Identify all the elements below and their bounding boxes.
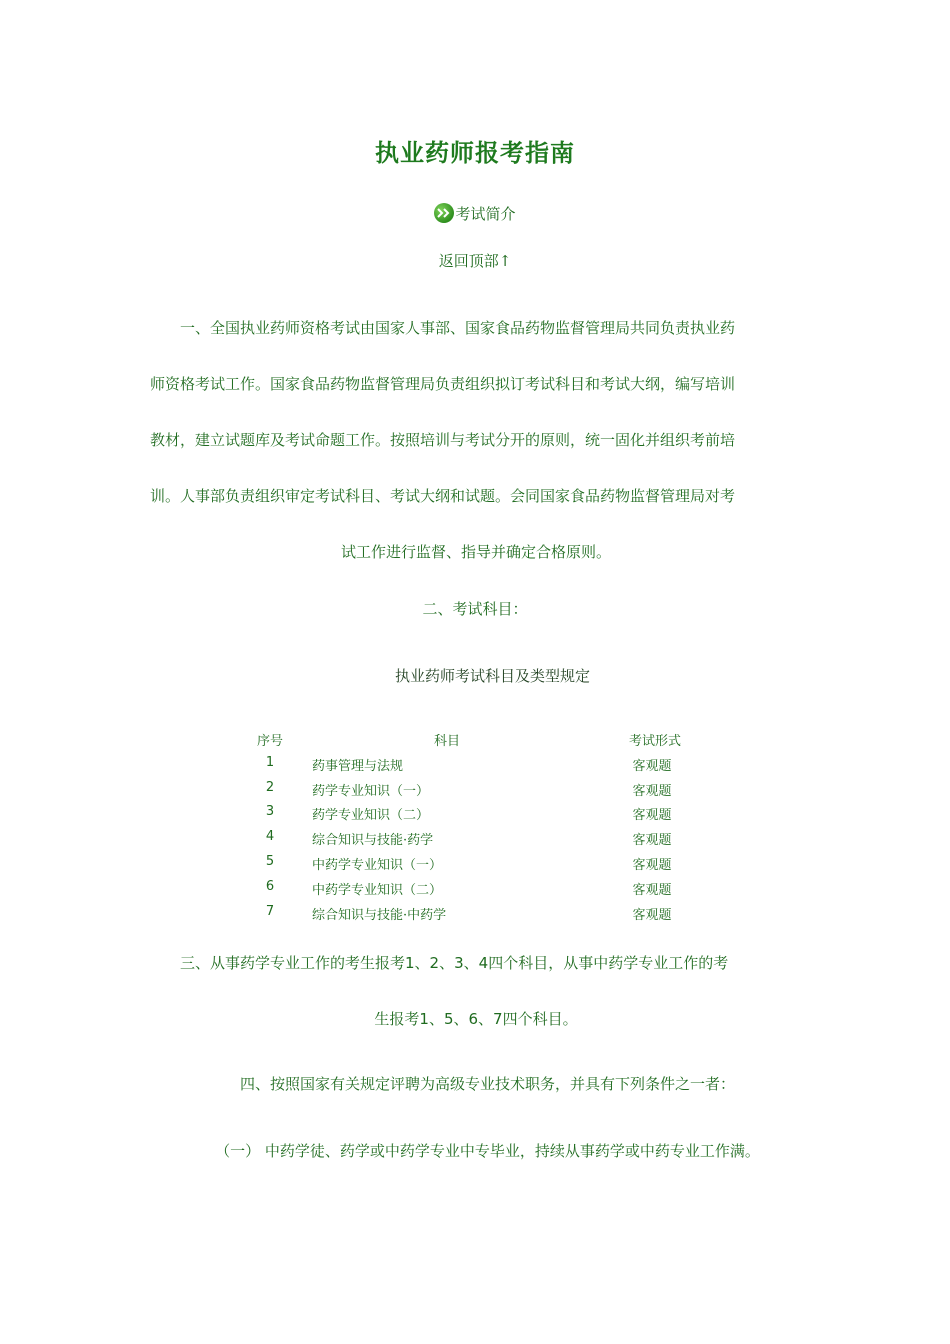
table-title: 执业药师考试科目及类型规定 bbox=[394, 667, 590, 685]
table-header-row bbox=[240, 730, 720, 755]
row-index: 7 bbox=[265, 903, 275, 919]
subject-numbers: 1、5、6、7 bbox=[419, 1010, 503, 1028]
row-exam-type: 客观题 bbox=[632, 783, 672, 799]
section-2-heading: 二、考试科目： bbox=[422, 600, 528, 618]
row-subject: 药事管理与法规 bbox=[312, 758, 404, 774]
text-segment: 四个科目，从事中药学专业工作的考 bbox=[488, 954, 729, 972]
header-subject: 科目 bbox=[433, 734, 460, 749]
table-row bbox=[240, 804, 720, 829]
page-title: 执业药师报考指南 bbox=[375, 139, 575, 167]
row-subject: 综合知识与技能·药学 bbox=[312, 833, 434, 849]
section-1-paragraph bbox=[150, 300, 802, 580]
back-to-top-link[interactable]: 返回顶部↑ bbox=[438, 252, 512, 270]
paragraph-line: 师资格考试工作。国家食品药物监督管理局负责组织拟订考试科目和考试大纲，编写培训 bbox=[150, 375, 736, 393]
exam-intro-link[interactable] bbox=[0, 203, 950, 224]
row-exam-type: 客观题 bbox=[632, 882, 672, 898]
row-index: 6 bbox=[265, 878, 275, 894]
row-exam-type: 客观题 bbox=[632, 758, 672, 774]
double-arrow-icon bbox=[434, 203, 454, 223]
section-3-paragraph bbox=[150, 935, 802, 1047]
row-exam-type: 客观题 bbox=[632, 833, 672, 849]
header-exam-type: 考试形式 bbox=[628, 734, 681, 749]
text-segment: 三、从事药学专业工作的考生报考 bbox=[180, 954, 406, 972]
paragraph-line: 一、全国执业药师资格考试由国家人事部、国家食品药物监督管理局共同负责执业药 bbox=[180, 319, 736, 337]
subject-numbers: 1、2、3、4 bbox=[405, 954, 489, 972]
table-row bbox=[240, 829, 720, 854]
text-segment: 四个科目。 bbox=[502, 1010, 578, 1028]
row-index: 4 bbox=[265, 829, 275, 845]
row-exam-type: 客观题 bbox=[632, 808, 672, 824]
table-row bbox=[240, 755, 720, 780]
row-subject: 综合知识与技能·中药学 bbox=[312, 907, 447, 923]
row-index: 2 bbox=[265, 779, 275, 795]
table-row bbox=[240, 854, 720, 879]
paragraph-line: 试工作进行监督、指导并确定合格原则。 bbox=[340, 543, 611, 561]
section-4-item-1: （一） 中药学徒、药学或中药学专业中专毕业，持续从事药学或中药专业工作满。 bbox=[215, 1142, 760, 1160]
paragraph-line: 训。人事部负责组织审定考试科目、考试大纲和试题。会同国家食品药物监督管理局对考 bbox=[150, 487, 736, 505]
table-row bbox=[240, 904, 720, 929]
table-row bbox=[240, 879, 720, 904]
exam-intro-label: 考试简介 bbox=[455, 205, 516, 223]
text-segment: 生报考 bbox=[374, 1010, 420, 1028]
table-row bbox=[240, 780, 720, 805]
header-index: 序号 bbox=[256, 734, 283, 749]
row-exam-type: 客观题 bbox=[632, 907, 672, 923]
row-index: 3 bbox=[265, 804, 275, 820]
row-index: 5 bbox=[265, 853, 275, 869]
row-subject: 药学专业知识（一） bbox=[312, 783, 430, 799]
row-exam-type: 客观题 bbox=[632, 857, 672, 873]
exam-subjects-table bbox=[240, 730, 720, 928]
paragraph-line bbox=[150, 991, 802, 1047]
paragraph-line bbox=[150, 935, 802, 991]
row-index: 1 bbox=[265, 754, 275, 770]
section-4-paragraph: 四、按照国家有关规定评聘为高级专业技术职务，并具有下列条件之一者： bbox=[239, 1075, 735, 1093]
row-subject: 中药学专业知识（二） bbox=[312, 882, 443, 898]
paragraph-line: 教材，建立试题库及考试命题工作。按照培训与考试分开的原则，统一固化并组织考前培 bbox=[150, 431, 736, 449]
row-subject: 药学专业知识（二） bbox=[312, 808, 430, 824]
row-subject: 中药学专业知识（一） bbox=[312, 857, 443, 873]
